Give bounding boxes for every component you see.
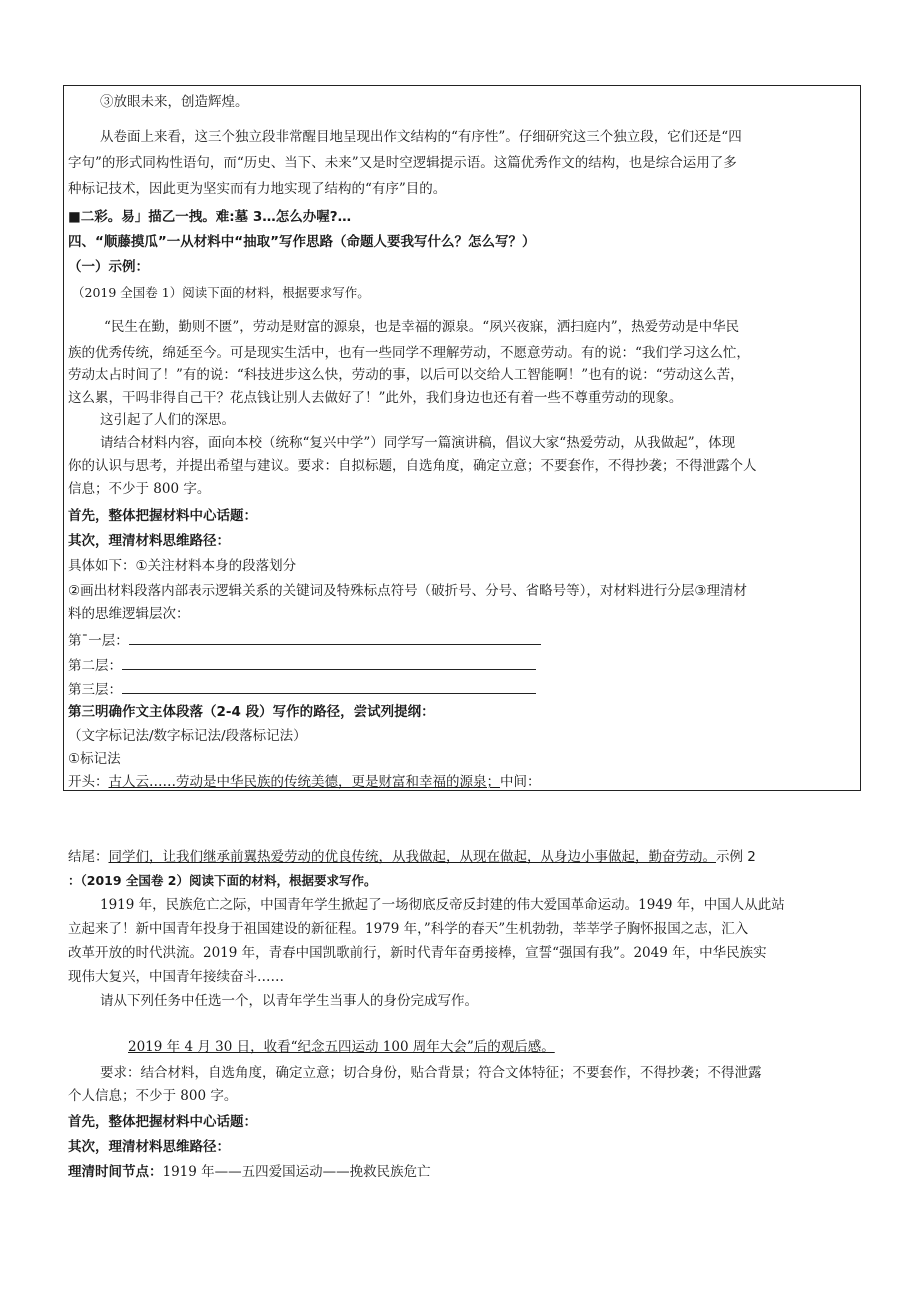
text-line: 请从下列任务中任选一个，以青年学生当事人的身份完成写作。 [100, 993, 478, 1009]
text-line: ②画出材料段落内部表示逻辑关系的关键词及特殊标点符号（破折号、分号、省略号等），对材料进行分层③理清材 [68, 583, 747, 599]
section-heading: 四、“顺藤摸瓜”一从材料中“抽取”写作思路（命题人要我写什么？怎么写？） [68, 234, 536, 250]
layer-label: 第ˉ一层： [68, 633, 129, 649]
timeline-text: 1919 年——五四爱国运动——挽救民族危亡 [162, 1164, 431, 1180]
text-line: 信息；不少于 800 字。 [68, 481, 211, 497]
text-line: 料的思维逻辑层次： [68, 606, 190, 622]
outline-text: 古人云……劳动是中华民族的传统美德，更是财富和幸福的源泉； [108, 774, 500, 790]
example-label: 示例 2 [716, 849, 756, 865]
layer-one-row [68, 630, 860, 650]
text-line: 请结合材料内容，面向本校（统称“复兴中学”）同学写一篇演讲稿，倡议大家“热爱劳动，从我做起”，体现 [100, 435, 736, 451]
step-heading: 首先，整体把握材料中心话题： [68, 508, 257, 524]
outline-ending [68, 848, 860, 866]
exam-source: （2019 全国卷 1）阅读下面的材料，根据要求写作。 [72, 285, 370, 300]
text-line: 立起来了！新中国青年投身于祖国建设的新征程。1979 年，”科学的春天”生机勃勃，莘莘学子胸怀报国之志，汇入 [68, 921, 749, 937]
step-heading: 其次，理清材料思维路径： [68, 1139, 230, 1155]
text-line: 1919 年，民族危亡之际，中国青年学生掀起了一场彻底反帝反封建的伟大爱国革命运动。1949 年，中国人从此站 [100, 897, 785, 913]
text-line: 字句”的形式同构性语句，而“历史、当下、未来”又是时空逻辑提示语。这篇优秀作文的结构，也是综合运用了多 [68, 155, 737, 171]
text-line: 具体如下：①关注材料本身的段落划分 [68, 558, 297, 574]
text-line: 个人信息；不少于 800 字。 [68, 1088, 238, 1104]
layer-label: 第三层： [68, 682, 122, 698]
writing-task: 2019 年 4 月 30 日，收看“纪念五四运动 100 周年大会”后的观后感。 [128, 1039, 555, 1055]
step-heading: 其次，理清材料思维路径： [68, 533, 230, 549]
text-line: 劳动太占时间了！”有的说：“科技进步这么快，劳动的事，以后可以交给人工智能啊！”也有的说：“劳动这么苦， [68, 367, 744, 383]
subsection-heading: （一）示例： [68, 259, 149, 275]
step-heading: 首先，整体把握材料中心话题： [68, 1114, 257, 1130]
timeline-label: 理清时间节点： [68, 1164, 163, 1180]
text-line: 这引起了人们的深思。 [100, 412, 235, 428]
text-line: （文字标记法/数字标记法/段落标记法） [68, 728, 307, 744]
text-line: 从卷面上来看，这三个独立段非常醒目地呈现出作文结构的“有序性”。仔细研究这三个独立段，它们还是“四 [100, 129, 742, 145]
text-line: “民生在勤，勤则不匮”，劳动是财富的源泉，也是幸福的源泉。“夙兴夜寐，洒扫庭内”，热爱劳动是中华民 [104, 319, 740, 335]
outline-opening [68, 773, 860, 791]
layer-two-row [68, 655, 860, 675]
timeline-line [68, 1163, 860, 1181]
outline-label: 中间： [500, 774, 541, 790]
text-line: 种标记技术，因此更为坚实而有力地实现了结构的“有序”目的。 [68, 181, 447, 197]
text-line: 改革开放的时代洪流。2019 年，青春中国凯歌前行，新时代青年奋勇接棒，宣誓“强国有我”。2049 年，中华民族实 [68, 945, 767, 961]
text-line: 族的优秀传统，绵延至今。可是现实生活中，也有一些同学不理解劳动，不愿意劳动。有的说：“我们学习这么忙， [68, 345, 750, 361]
step-heading: 第三明确作文主体段落（2-4 段）写作的路径，尝试列提纲： [68, 704, 435, 720]
layer-label: 第二层： [68, 658, 122, 674]
text-line: 现伟大复兴，中国青年接续奋斗…… [68, 969, 284, 985]
answer-blank [122, 679, 536, 694]
text-line: 要求：结合材料，自选角度，确定立意；切合身份，贴合背景；符合文体特征；不要套作，不得抄袭；不得泄露 [100, 1065, 762, 1081]
text-line: 你的认识与思考，并提出希望与建议。要求：自拟标题，自选角度，确定立意；不要套作，不得抄袭；不得泄露个人 [68, 458, 757, 474]
text-line: ①标记法 [68, 751, 121, 767]
answer-blank [122, 655, 536, 670]
outline-text: 从我做起，从现在做起，从身边小事做起，勤奋劳动。 [392, 849, 716, 865]
text-line: 这么累，干吗非得自己干？花点钱让别人去做好了！”此外，我们身边也还有着一些不尊重劳动的现象。 [68, 390, 683, 406]
text-line: ③放眼未来，创造辉煌。 [100, 94, 249, 110]
outline-text: 同学们，让我们继承前翼热爱劳动的优良传统， [108, 849, 392, 865]
answer-blank [129, 630, 541, 645]
layer-three-row [68, 679, 860, 699]
outline-label: 结尾： [68, 849, 109, 865]
garbled-heading: ■二彩。易」描乙一拽。难:墓 3…怎么办喔?… [68, 209, 352, 225]
outline-label: 开头： [68, 774, 109, 790]
exam-source: ：（2019 全国卷 2）阅读下面的材料，根据要求写作。 [68, 873, 377, 888]
